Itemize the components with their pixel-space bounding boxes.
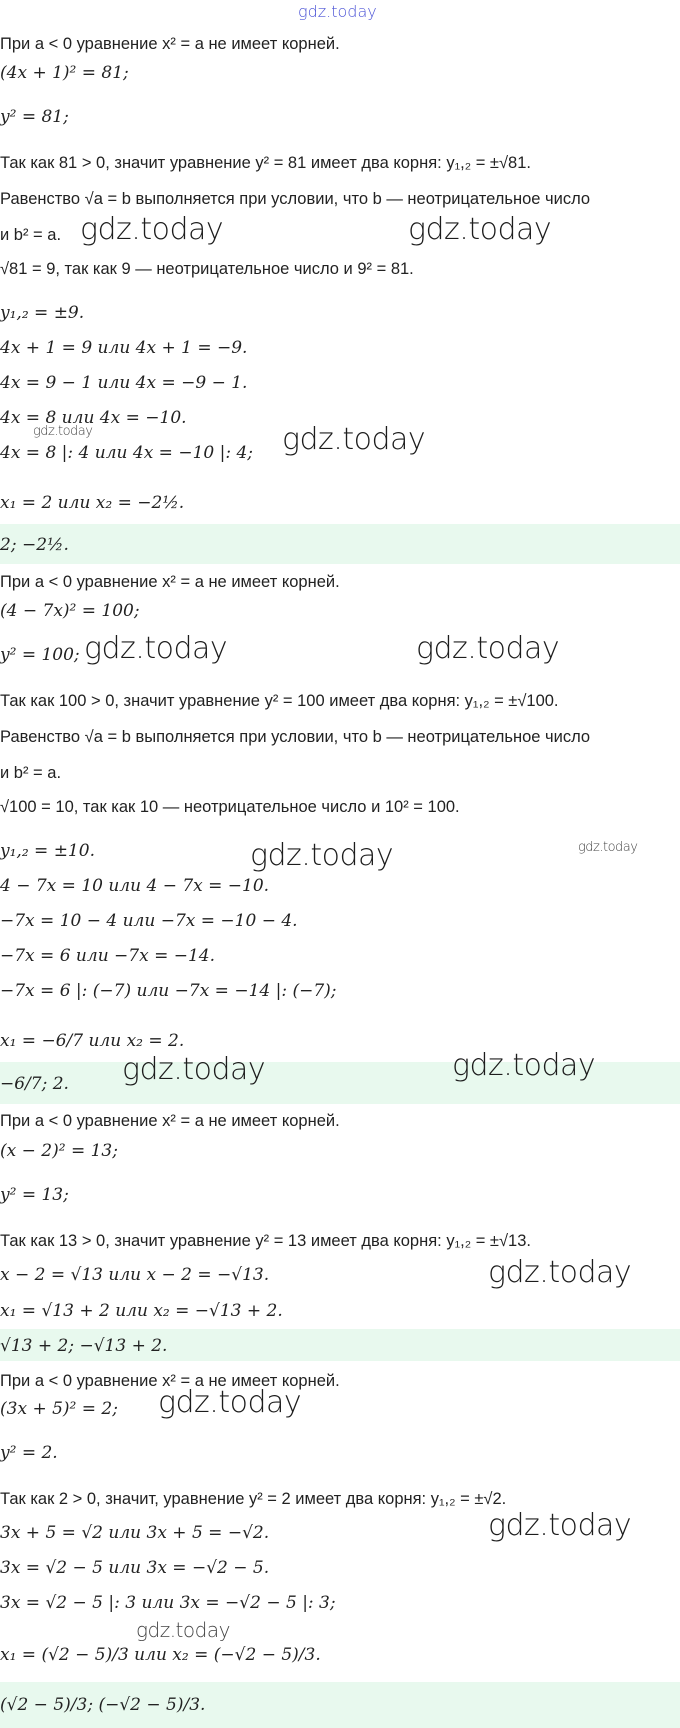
- watermark: gdz.today: [122, 1052, 266, 1087]
- equation-line: x₁ = 2 или x₂ = −2½.: [0, 493, 185, 513]
- equation-line: 4x = 8 |: 4 или 4x = −10 |: 4;: [0, 443, 254, 463]
- equation-line: 4 − 7x = 10 или 4 − 7x = −10.: [0, 876, 270, 896]
- equation-line: 3x + 5 = √2 или 3x + 5 = −√2.: [0, 1523, 270, 1543]
- equation-line: (4 − 7x)² = 100;: [0, 601, 140, 621]
- text-line: √100 = 10, так как 10 — неотрицательное число и 10² = 100.: [0, 798, 460, 816]
- watermark: gdz.today: [158, 1385, 302, 1420]
- text-line: и b² = a.: [0, 764, 62, 782]
- answer-band: [0, 524, 680, 564]
- equation-line: (x − 2)² = 13;: [0, 1141, 118, 1161]
- text-line: При a < 0 уравнение x² = a не имеет корней.: [0, 1112, 340, 1130]
- text-line: Так как 13 > 0, значит уравнение y² = 13 имеет два корня: y₁,₂ = ±√13.: [0, 1232, 531, 1250]
- watermark: gdz.today: [408, 212, 552, 247]
- text-line: Так как 2 > 0, значит, уравнение y² = 2 имеет два корня: y₁,₂ = ±√2.: [0, 1490, 507, 1508]
- text-line: При a < 0 уравнение x² = a не имеет корней.: [0, 573, 340, 591]
- equation-line: −7x = 10 − 4 или −7x = −10 − 4.: [0, 911, 298, 931]
- text-line: При a < 0 уравнение x² = a не имеет корней.: [0, 35, 340, 53]
- equation-line: 4x = 9 − 1 или 4x = −9 − 1.: [0, 373, 248, 393]
- equation-line: x − 2 = √13 или x − 2 = −√13.: [0, 1265, 270, 1285]
- answer-line: √13 + 2; −√13 + 2.: [0, 1336, 168, 1356]
- equation-line: x₁ = −6/7 или x₂ = 2.: [0, 1031, 185, 1051]
- equation-line: y² = 13;: [0, 1185, 69, 1205]
- watermark: gdz.today: [80, 212, 224, 247]
- equation-line: y₁,₂ = ±9.: [0, 303, 85, 323]
- equation-line: (3x + 5)² = 2;: [0, 1399, 118, 1419]
- text-line: Так как 100 > 0, значит уравнение y² = 100 имеет два корня: y₁,₂ = ±√100.: [0, 692, 559, 710]
- watermark: gdz.today: [488, 1508, 632, 1543]
- equation-line: y² = 100;: [0, 645, 80, 665]
- equation-line: 3x = √2 − 5 или 3x = −√2 − 5.: [0, 1558, 270, 1578]
- watermark: gdz.today: [416, 631, 560, 666]
- equation-line: y₁,₂ = ±10.: [0, 841, 95, 861]
- equation-line: 3x = √2 − 5 |: 3 или 3x = −√2 − 5 |: 3;: [0, 1593, 336, 1613]
- text-line: Так как 81 > 0, значит уравнение y² = 81 имеет два корня: y₁,₂ = ±√81.: [0, 154, 531, 172]
- answer-line: (√2 − 5)/3; (−√2 − 5)/3.: [0, 1695, 206, 1715]
- equation-line: −7x = 6 |: (−7) или −7x = −14 |: (−7);: [0, 981, 337, 1001]
- equation-line: x₁ = (√2 − 5)/3 или x₂ = (−√2 − 5)/3.: [0, 1645, 321, 1665]
- equation-line: −7x = 6 или −7x = −14.: [0, 946, 216, 966]
- text-line: При a < 0 уравнение x² = a не имеет корней.: [0, 1372, 340, 1390]
- equation-line: (4x + 1)² = 81;: [0, 63, 129, 83]
- text-line: √81 = 9, так как 9 — неотрицательное число и 9² = 81.: [0, 260, 414, 278]
- watermark-small: gdz.today: [136, 1618, 230, 1642]
- equation-line: y² = 81;: [0, 107, 69, 127]
- watermark-small: gdz.today: [33, 424, 93, 439]
- equation-line: 4x + 1 = 9 или 4x + 1 = −9.: [0, 338, 248, 358]
- watermark: gdz.today: [84, 631, 228, 666]
- watermark: gdz.today: [250, 838, 394, 873]
- watermark: gdz.today: [488, 1255, 632, 1290]
- watermark: gdz.today: [452, 1048, 596, 1083]
- text-line: и b² = a.: [0, 226, 62, 244]
- equation-line: y² = 2.: [0, 1443, 58, 1463]
- watermark: gdz.today: [282, 422, 426, 457]
- text-line: Равенство √a = b выполняется при условии, что b — неотрицательное число: [0, 728, 591, 746]
- equation-line: 4x = 8 или 4x = −10.: [0, 408, 187, 428]
- answer-line: 2; −2½.: [0, 535, 69, 555]
- watermark-top: gdz.today: [298, 2, 377, 21]
- watermark-small: gdz.today: [578, 840, 638, 855]
- text-line: Равенство √a = b выполняется при условии, что b — неотрицательное число: [0, 190, 591, 208]
- answer-line: −6/7; 2.: [0, 1074, 69, 1094]
- equation-line: x₁ = √13 + 2 или x₂ = −√13 + 2.: [0, 1301, 283, 1321]
